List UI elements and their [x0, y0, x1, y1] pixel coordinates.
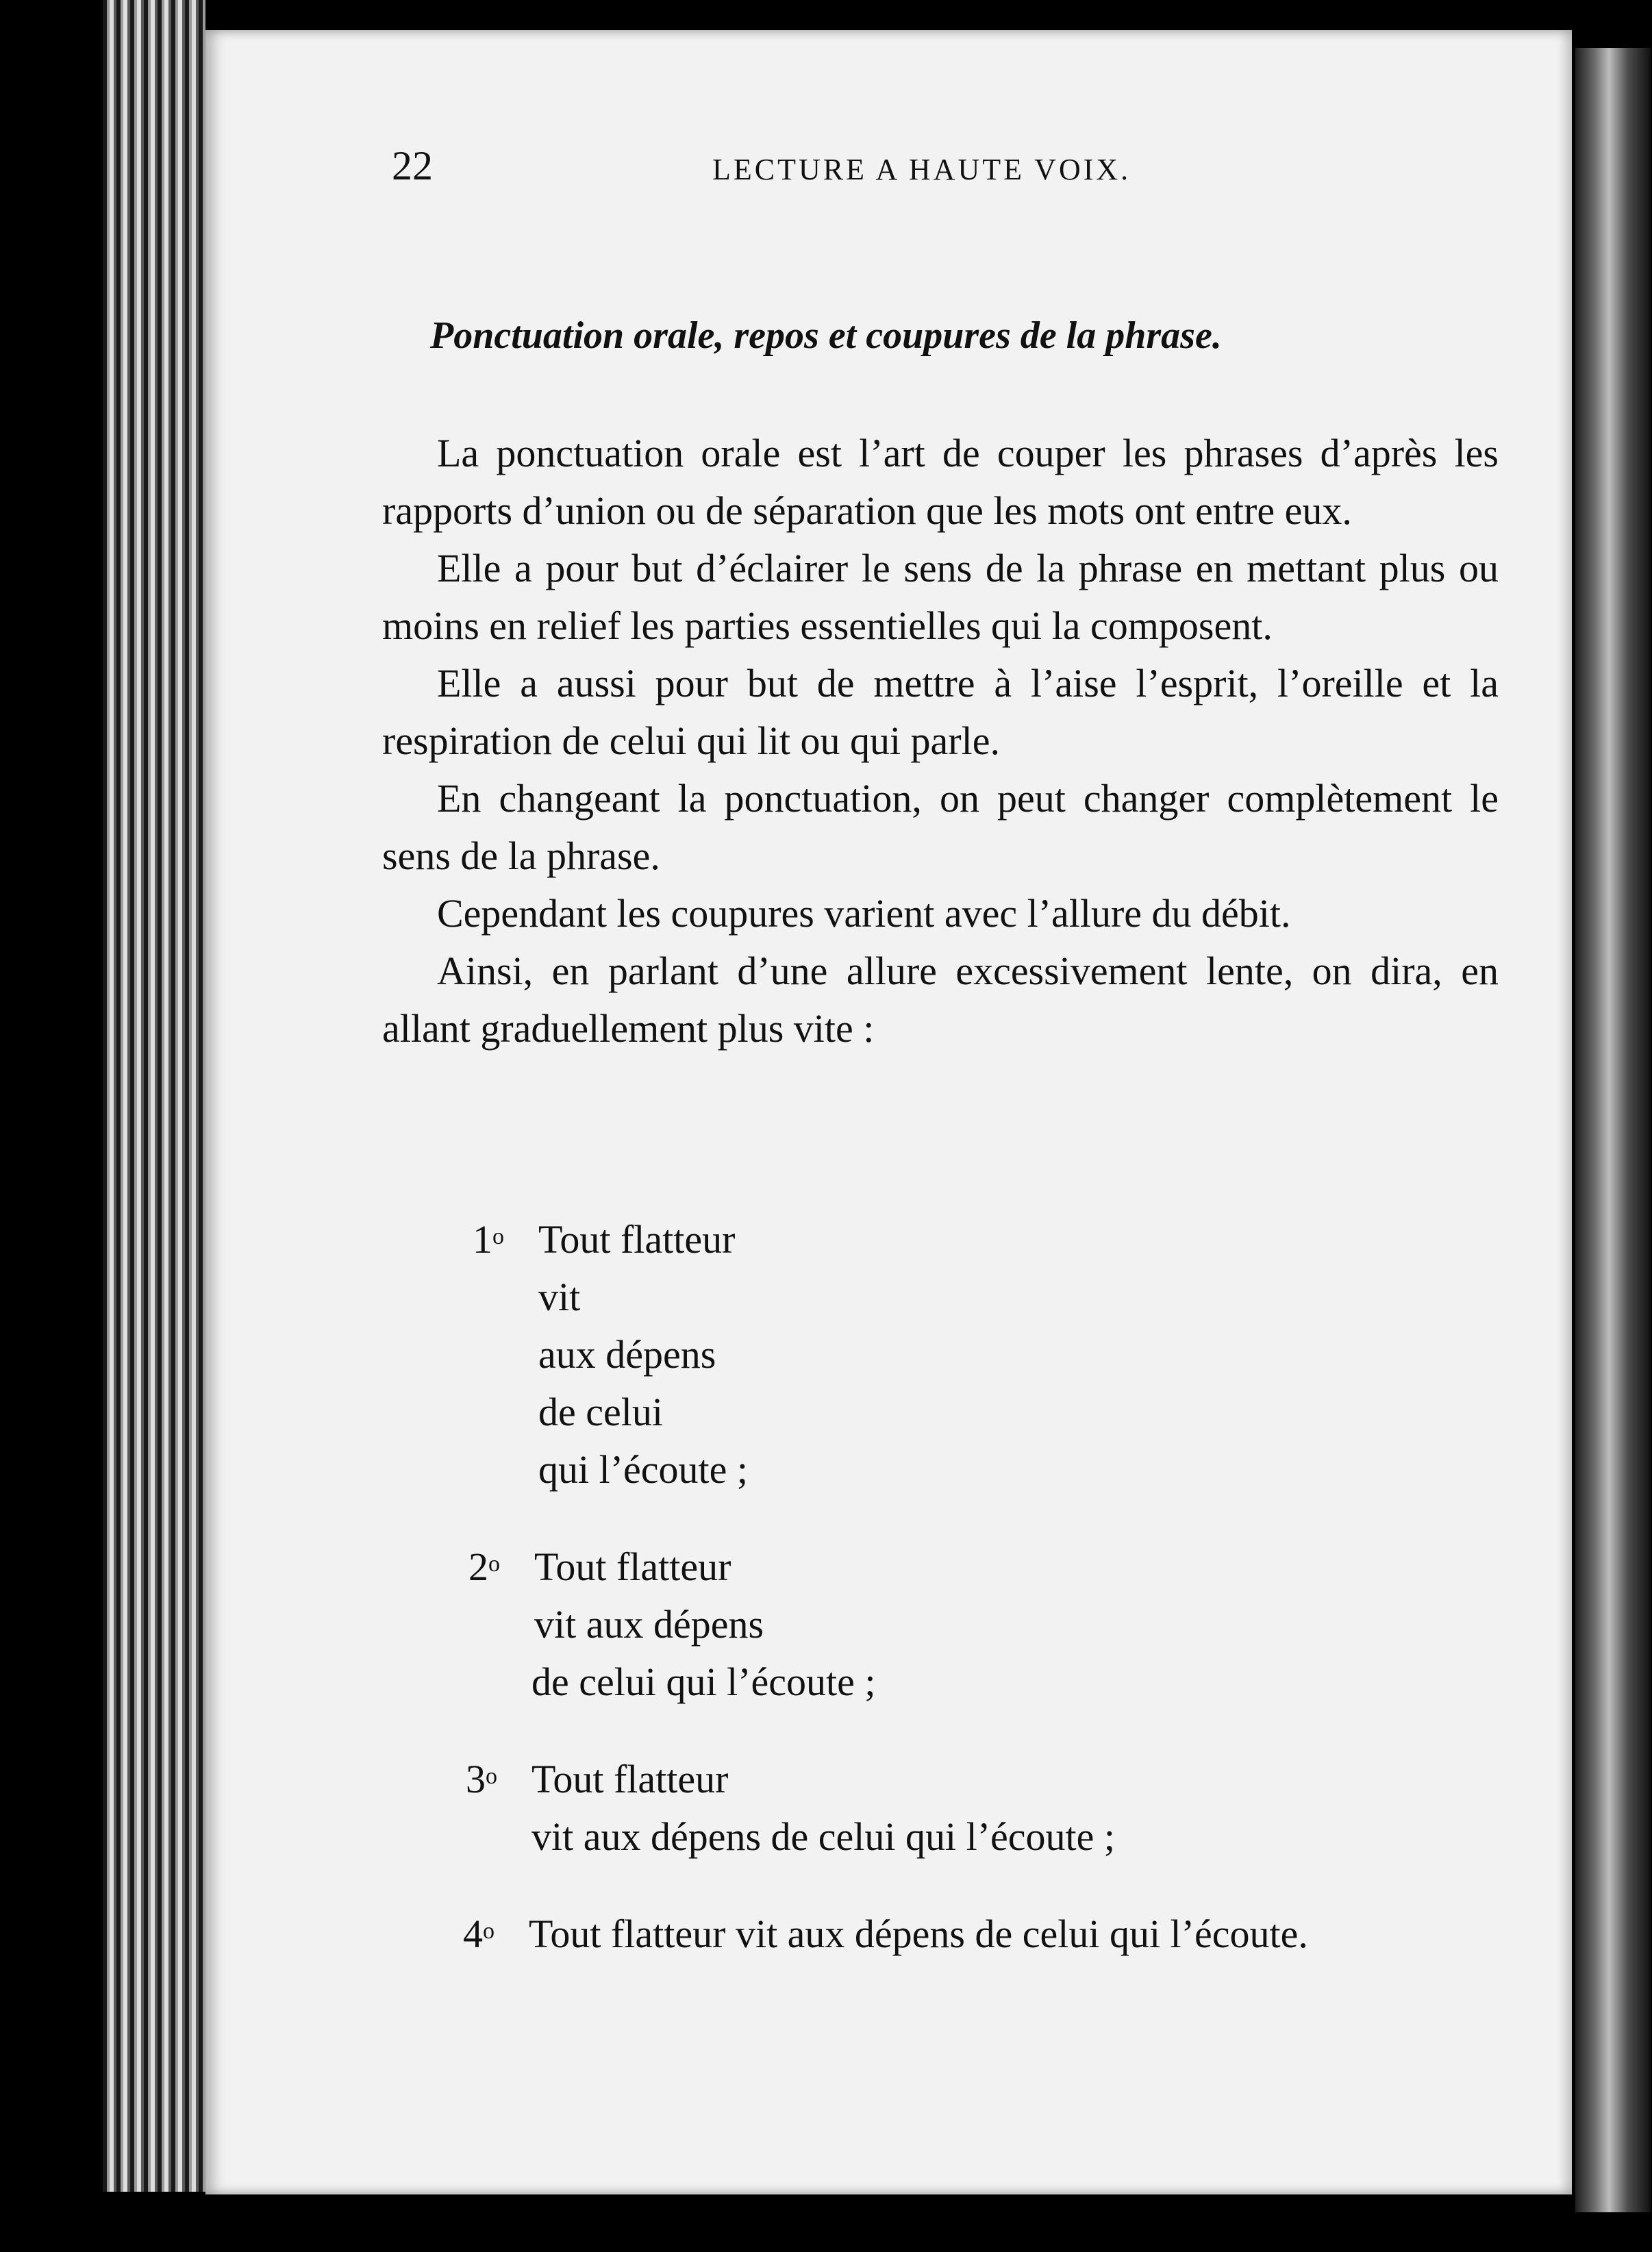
example-line: aux dépens — [538, 1332, 716, 1377]
paragraph: Elle a aussi pour but de mettre à l’aise l’esprit, l’oreille et la respiration de celui qui lit ou qui parle. — [382, 661, 1499, 763]
example-number: 1$^o$ — [473, 1217, 504, 1262]
page-number: 22 — [392, 143, 433, 188]
example-line: de celui qui l’écoute ; — [531, 1660, 876, 1704]
paragraph: Ainsi, en parlant d’une allure excessivement lente, on dira, en allant graduellement plus vite : — [382, 949, 1499, 1051]
example-line: Tout flatteur — [531, 1757, 729, 1801]
example-number: 4$^o$ — [463, 1912, 495, 1956]
paragraph: Cependant les coupures varient avec l’allure du débit. — [437, 891, 1291, 936]
example-number: 3$^o$ — [466, 1757, 497, 1801]
running-title: LECTURE A HAUTE VOIX. — [712, 153, 1131, 186]
example-number: 2$^o$ — [468, 1544, 500, 1589]
example-line: Tout flatteur — [538, 1217, 736, 1262]
example-line: Tout flatteur — [534, 1544, 731, 1589]
example-line: vit aux dépens — [534, 1602, 764, 1647]
example-line: vit aux dépens de celui qui l’écoute ; — [531, 1814, 1115, 1859]
example-line: qui l’écoute ; — [538, 1447, 749, 1492]
paragraph: La ponctuation orale est l’art de couper les phrases d’après les rapports d’union ou de séparation que les mots ont entre eux. — [382, 431, 1499, 533]
example-line: de celui — [538, 1390, 663, 1434]
section-title: Ponctuation orale, repos et coupures de la phrase. — [430, 314, 1222, 357]
paragraph: En changeant la ponctuation, on peut changer complètement le sens de la phrase. — [382, 776, 1499, 878]
example-line: vit — [538, 1275, 581, 1319]
example-line: Tout flatteur vit aux dépens de celui qui l’écoute. — [529, 1912, 1308, 1956]
paragraph: Elle a pour but d’éclairer le sens de la phrase en mettant plus ou moins en relief les parties essentielles qui la composent. — [382, 546, 1499, 648]
